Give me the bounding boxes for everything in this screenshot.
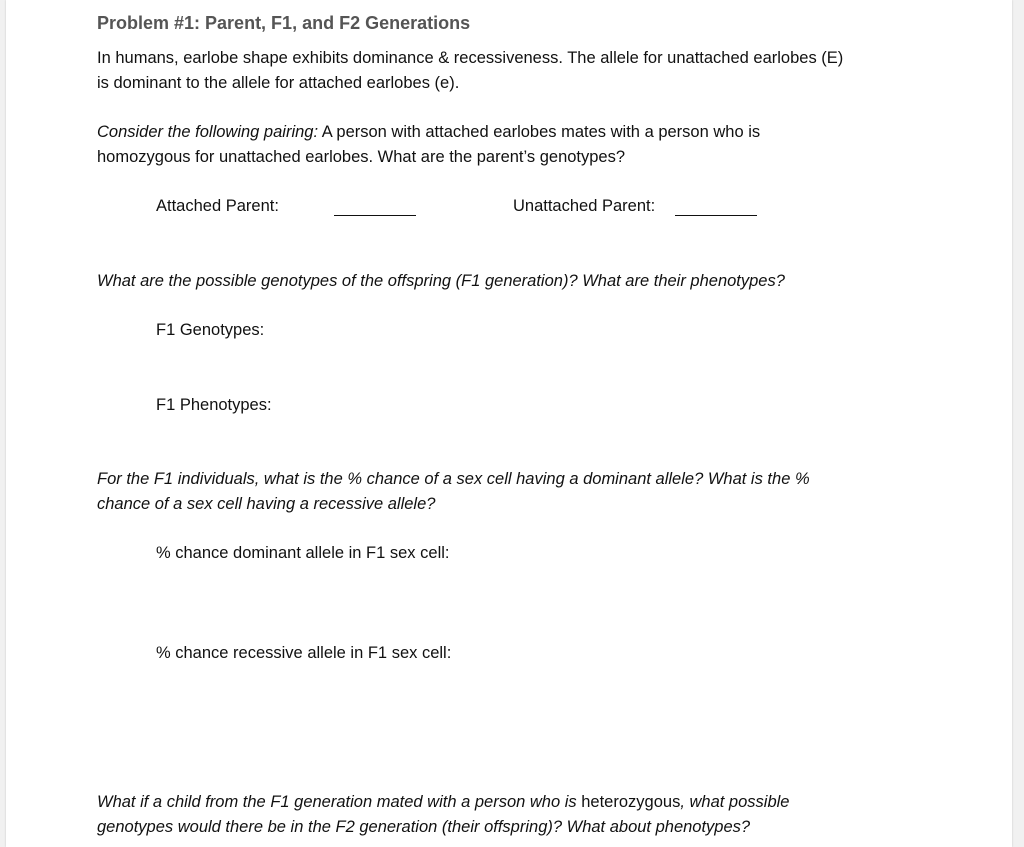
sexcell-question-line-1 [97, 467, 810, 492]
recessive-allele-label: % chance recessive allele in F1 sex cell: [156, 644, 452, 662]
attached-parent-blank[interactable] [334, 215, 416, 216]
f2-question-line-2 [97, 815, 789, 840]
pairing-paragraph [97, 120, 760, 170]
f2-question-lead: What if a child from the F1 generation mated with a person who is [97, 793, 582, 811]
intro-paragraph [97, 46, 843, 96]
pairing-line-1-rest: A person with attached earlobes mates with a person who is [318, 123, 761, 141]
unattached-parent-blank[interactable] [675, 215, 757, 216]
sexcell-question [97, 467, 810, 517]
f2-question-tail: , what possible [680, 793, 790, 811]
dominant-allele-label: % chance dominant allele in F1 sex cell: [156, 544, 450, 562]
sexcell-question-line-2 [97, 492, 810, 517]
pairing-line-1 [97, 120, 760, 145]
offspring-question-text: What are the possible genotypes of the offspring (F1 generation)? What are their phenotypes? [97, 272, 785, 290]
pairing-line-2: homozygous for unattached earlobes. What are the parent’s genotypes? [97, 148, 626, 166]
f2-question [97, 790, 789, 840]
offspring-question [97, 269, 785, 294]
f1-phenotypes-label: F1 Phenotypes: [156, 396, 272, 414]
problem-title: Problem #1: Parent, F1, and F2 Generations [97, 13, 471, 33]
sexcell-question-line-1-text: For the F1 individuals, what is the % chance of a sex cell having a dominant allele? What is the % [97, 470, 810, 488]
worksheet-page [6, 0, 1012, 847]
sexcell-question-line-2-text: chance of a sex cell having a recessive allele? [97, 495, 436, 513]
intro-line-2: is dominant to the allele for attached earlobes (e). [97, 74, 460, 92]
f2-question-line-1 [97, 790, 789, 815]
pairing-lead-in: Consider the following pairing: [97, 123, 319, 141]
unattached-parent-label: Unattached Parent: [513, 197, 656, 215]
f2-question-line-2-text: genotypes would there be in the F2 generation (their offspring)? What about phenotypes? [97, 818, 751, 836]
attached-parent-label: Attached Parent: [156, 197, 279, 215]
f2-question-heterozygous: heterozygous [581, 793, 681, 811]
f1-genotypes-label: F1 Genotypes: [156, 321, 265, 339]
intro-line-1: In humans, earlobe shape exhibits dominance & recessiveness. The allele for unattached earlobes (E) [97, 49, 844, 67]
